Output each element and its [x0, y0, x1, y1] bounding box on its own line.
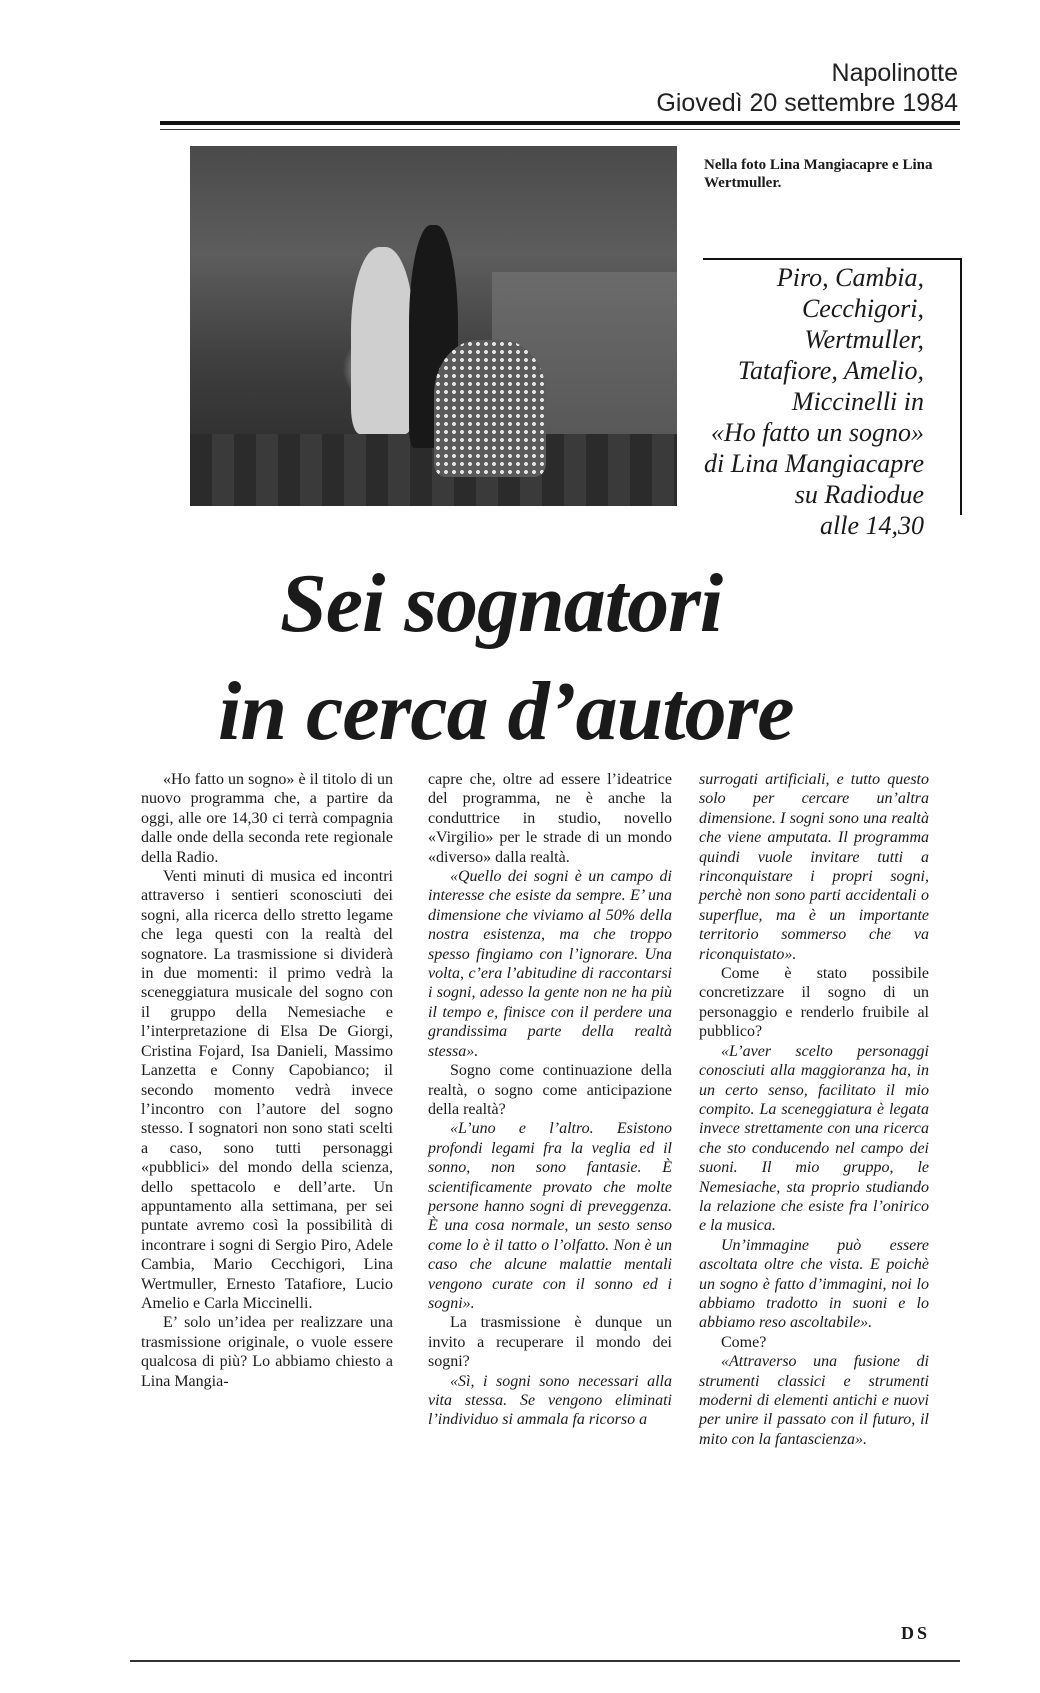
publication-name: Napolinotte [831, 59, 958, 87]
article-photo [190, 146, 677, 506]
author-signature: DS [900, 1623, 930, 1643]
headline [200, 550, 920, 766]
kicker-line: di Lina Mangiacapre [703, 449, 924, 478]
paragraph-question: Come è stato possibile concretizzare il sogno di un personaggio e renderlo fruibile al pubblico? [699, 965, 929, 1041]
paragraph: «Ho fatto un sogno» è il titolo di un nuovo programma che, a partire da oggi, alle ore 14,30 ci terrà compagnia dalle onde della seconda rete regionale della Radio. [141, 771, 393, 866]
photo-caption: Nella foto Lina Mangiacapre e Lina Wertmuller. [704, 157, 933, 191]
paragraph-quote: «Attraverso una fusione di strumenti classici e strumenti moderni di elementi antichi e nuovi per unire il passato con il futuro, il mito con la fantascienza». [699, 1353, 929, 1448]
paragraph-quote: «Quello dei sogni è un campo di interesse che esiste da sempre. E’ una dimensione che viviamo al 50% della nostra esistenza, ma che troppo spesso fingiamo con l’ignorare. Una volta, c’era l’abitudine di raccontarsi i sogni, adesso la gente non ne ha più il tempo e, finisce con il perdere una grandissima parte della realtà stessa». [428, 868, 672, 1060]
kicker-line: Tatafiore, Amelio, [737, 356, 924, 385]
bottom-rule [130, 1660, 960, 1662]
paragraph: E’ solo un’idea per realizzare una trasmissione originale, o vuole essere qualcosa di più? Lo abbiamo chiesto a Lina Mangia- [141, 1314, 393, 1390]
publication-date: Giovedì 20 settembre 1984 [656, 89, 958, 117]
paragraph-quote: Un’immagine può essere ascoltata oltre che vista. E poichè un sogno è fatto d’immagini, noi lo abbiamo tradotto in suoni e lo abbiamo reso ascoltabile». [699, 1236, 929, 1332]
kicker-line: Piro, Cambia, [776, 263, 924, 292]
masthead [656, 58, 958, 118]
kicker-line: Miccinelli in [791, 387, 924, 416]
paragraph: capre che, oltre ad essere l’ideatrice del programma, ne è anche la conduttrice in studio, novello «Virgilio» per le strade di un mondo «diverso» dalla realtà. [428, 771, 672, 866]
article-column-3 [699, 770, 929, 1449]
kicker-line: Cecchigori, [801, 294, 924, 323]
paragraph-quote: surrogati artificiali, e tutto questo solo per cercare un’altra dimensione. I sogni sono una realtà che viene amputata. Il programma quindi vuole invitare tutti a rinconquistare i propri sogni, perchè non sono parti accidentali o superflue, ma è un importante territorio sommerso che va riconquistato». [699, 771, 929, 963]
photo-figure-left [351, 247, 414, 434]
paragraph-question: Come? [721, 1333, 767, 1351]
kicker-text [680, 262, 924, 541]
headline-line-1: Sei sognatori [280, 557, 723, 650]
paragraph-quote: «L’uno e l’altro. Esistono profondi legami fra la veglia ed il sonno, non sono fantasie. È scientificamente provato che molte persone hanno sogni di preveggenza. È una cosa normale, un sesto senso come lo è il tatto o l’olfatto. Non è un caso che alcune malattie mentali vengono curate con il sonno ed i sogni». [428, 1120, 672, 1312]
paragraph-question: La trasmissione è dunque un invito a recuperare il mondo dei sogni? [428, 1314, 672, 1371]
masthead-rule-thin [160, 129, 960, 130]
headline-line-2: in cerca d’autore [218, 665, 794, 758]
kicker-line: su Radiodue [794, 480, 924, 509]
paragraph-quote: «L’aver scelto personaggi conosciuti alla maggioranza ha, in un certo senso, facilitato il mio compito. La sceneggiatura è legata invece strettamente con una ricerca che sto conducendo nel campo dei suoni. Il mio gruppo, le Nemesiache, sta proprio studiando la relazione che esiste fra l’onirico e la musica. [699, 1042, 929, 1235]
photo-flowers [434, 340, 546, 477]
kicker-line: Wertmuller, [804, 325, 924, 354]
paragraph: Venti minuti di musica ed incontri attraverso i sentieri sconosciuti dei sogni, alla ricerca dello stretto legame che lega questi con la realtà del sognatore. La trasmissione si dividerà in due momenti: il primo vedrà la sceneggiatura musicale del sogno con il gruppo della Nemesiache e l’interpretazione di Elsa De Giorgi, Cristina Fojard, Isa Danieli, Massimo Lanzetta e Conny Capobianco; il secondo momento vedrà invece l’incontro con l’autore del sogno stesso. I sognatori non sono stati scelti a caso, sono tutti personaggi «pubblici» del mondo della scienza, dello spettacolo e dell’arte. Un appuntamento alla settimana, per sei puntate avremo così la possibilità di incontrare i sogni di Sergio Piro, Adele Cambia, Mario Cecchigori, Lina Wertmuller, Ernesto Tatafiore, Lucio Amelio e Carla Miccinelli. [141, 868, 393, 1312]
article-column-2 [428, 770, 672, 1430]
kicker-line: «Ho fatto un sogno» [710, 418, 924, 447]
kicker-line: alle 14,30 [820, 511, 924, 540]
article-column-1 [141, 770, 393, 1391]
paragraph-question: Sogno come continuazione della realtà, o sogno come anticipazione della realtà? [428, 1062, 672, 1118]
masthead-rule [160, 121, 960, 125]
paragraph-quote: «Sì, i sogni sono necessari alla vita stessa. Se vengono eliminati l’individuo si ammala fa ricorso a [428, 1372, 672, 1429]
